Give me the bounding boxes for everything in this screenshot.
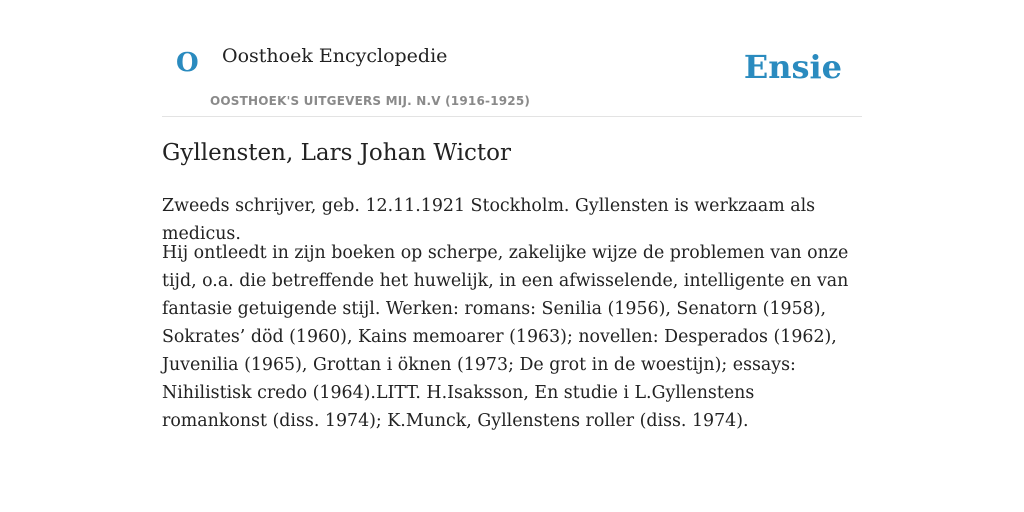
site-title[interactable]: Oosthoek Encyclopedie <box>222 45 448 67</box>
page-container <box>162 0 862 431</box>
publisher-label: OOSTHOEK'S UITGEVERS MIJ. N.V (1916-1925) <box>210 94 531 108</box>
site-logo[interactable]: O <box>176 48 199 78</box>
site-header <box>162 0 862 117</box>
ensie-brand-link[interactable]: Ensie <box>743 48 842 86</box>
entry-paragraph: Zweeds schrijver, geb. 12.11.1921 Stockholm. Gyllensten is werkzaam als medicus. <box>162 196 816 244</box>
entry-paragraph: Hij ontleedt in zijn boeken op scherpe, zakelijke wijze de problemen van onze tijd, o.a. die betreffende het huwelijk, in een afwisselende, intelligente en van fantasie getuigende stijl. Werken: romans: Senilia (1956), Senatorn (1958), Sokrates’ död (1960), Kains memoarer (1963); novellen: Desperados (1962), Juvenilia (1965), Grottan i öknen (1973; De grot in de woestijn); essays: Nihilistisk credo (1964).LITT. H.Isaksson, En studie i L.Gyllenstens romankonst (diss. 1974); K.Munck, Gyllenstens roller (diss. 1974). <box>162 243 849 431</box>
entry-title: Gyllensten, Lars Johan Wictor <box>162 140 511 166</box>
